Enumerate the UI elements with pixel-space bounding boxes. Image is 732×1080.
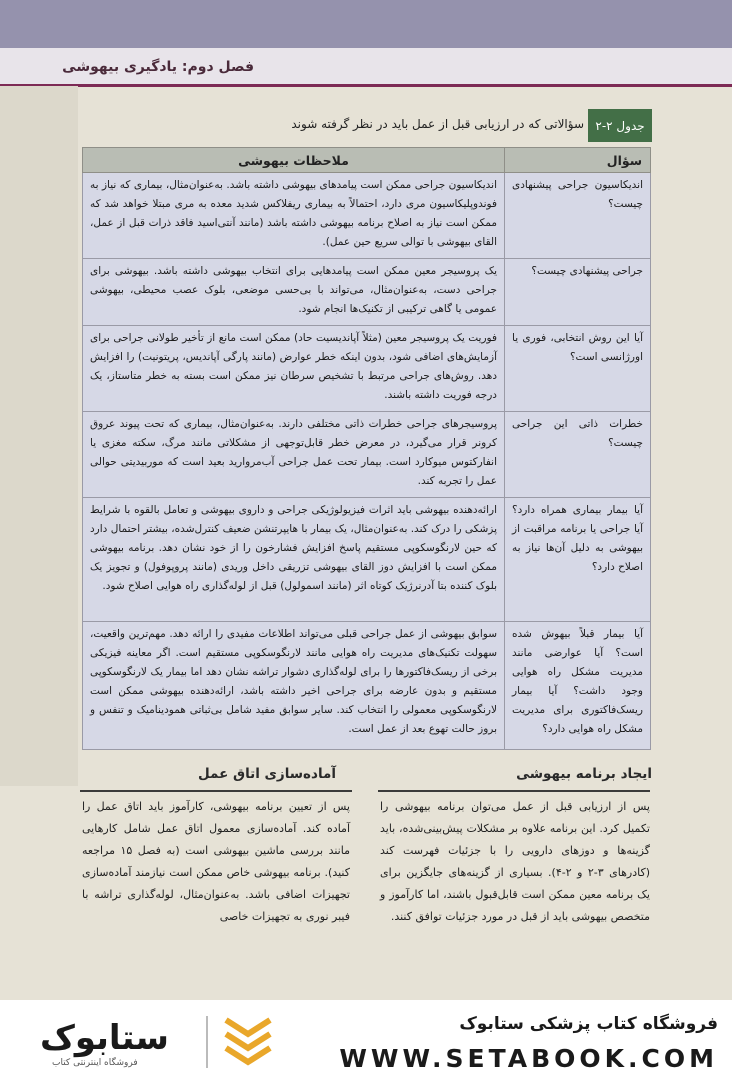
row-question: آیا این روش انتخابی، فوری یا اورژانسی است؟ (505, 326, 651, 412)
row-question: آیا بیمار قبلاً بیهوش شده است؟ آیا عوارضی مانند مدیریت مشکل راه هوایی وجود داشت؟ آیا بیمار ریسک‌فاکتوری برای مدیریت مشکل راه هوایی دارد؟ (505, 622, 651, 750)
row-question: جراحی پیشنهادی چیست؟ (505, 259, 651, 326)
row-notes: سوابق بیهوشی از عمل جراحی قبلی می‌تواند اطلاعات مفیدی را ارائه دهد. مهم‌ترین واقعیت، سهولت تکنیک‌های مدیریت راه هوایی مانند لارنگوسکوپی مستقیم است. اگر معاینه فیزیکی برخی از ریسک‌فاکتورها را برای لوله‌گذاری دشوار تراشه نشان دهد اما بیمار یک لارنگوسکوپی مستقیم و بدون عارضه برای جراحی اخیر داشته باشد، ارائه‌دهنده بیهوشی ممکن است لارنگوسکوپی معمولی را انتخاب کند. سایر سوابق مفید شامل بی‌ثباتی همودینامیک و تنفس و بروز حالت تهوع بعد از عمل است. (83, 622, 505, 750)
chevron-logo-icon (222, 1014, 274, 1070)
table-row (83, 173, 651, 259)
section-title-anesthesia-plan: ایجاد برنامه بیهوشی (516, 766, 652, 782)
table-caption: سؤالاتی که در ارزیابی قبل از عمل باید در نظر گرفته شوند (291, 117, 584, 131)
footer-divider (206, 1016, 208, 1068)
section-title-or-preparation: آماده‌سازی اتاق عمل (198, 766, 336, 782)
header-question: سؤال (505, 148, 651, 173)
store-url[interactable]: WWW.SETABOOK.COM (339, 1044, 718, 1073)
row-question: آیا بیمار بیماری همراه دارد؟ آیا جراحی یا برنامه مراقبت از بیهوشی به دلیل آن‌ها نیاز به اصلاح دارد؟ (505, 498, 651, 622)
table-header-row (83, 148, 651, 173)
considerations-table (82, 147, 651, 750)
store-logo: ستابوک (40, 1018, 169, 1058)
table-row (83, 498, 651, 622)
row-question: خطرات ذاتی این جراحی چیست؟ (505, 412, 651, 498)
table-label: جدول ۲-۲ (588, 109, 652, 142)
row-notes: فوریت یک پروسیجر معین (مثلاً آپاندیسیت حاد) ممکن است مانع از تأخیر طولانی جراحی برای آزمایش‌های اضافی شود، بدون اینکه خطر عوارض (مانند پارگی آپاندیس، پریتونیت) را افزایش دهد. روش‌های جراحی مرتبط با تشخیص سرطان نیز ممکن است بسته به خطر متاستاز، یک درجه فوریت داشته باشند. (83, 326, 505, 412)
row-notes: پروسیجرهای جراحی خطرات ذاتی مختلفی دارند. به‌عنوان‌مثال، بیماری که تحت پیوند عروق کرونر قرار می‌گیرد، در معرض خطر قابل‌توجهی از مشکلاتی مانند مرگ، سکته مغزی یا انفارکتوس میوکارد است. بیمار تحت عمل جراحی آب‌مروارید بعید است که موربیدیتی حوالی عمل را تجربه کند. (83, 412, 505, 498)
table-row (83, 412, 651, 498)
page-margin-strip (0, 86, 78, 786)
store-logo-subtitle: فروشگاه اینترنتی کتاب (52, 1058, 138, 1068)
row-notes: اندیکاسیون جراحی ممکن است پیامدهای بیهوشی داشته باشد. به‌عنوان‌مثال، بیماری که نیاز به فوندوپلیکاسیون مری دارد، احتمالاً به بیماری ریفلاکس شدید معده به مری مبتلا خواهد شد که ممکن است نیاز به اصلاح برنامه بیهوشی داشته باشد (مانند آنتی‌اسید فاقد ذرات قبل از عمل، القای بیهوشی با توالی سریع حین عمل). (83, 173, 505, 259)
table-row (83, 622, 651, 750)
chapter-title: فصل دوم: یادگیری بیهوشی (62, 59, 254, 75)
section-divider (378, 790, 650, 792)
table-row (83, 259, 651, 326)
section-text-anesthesia-plan: پس از ارزیابی قبل از عمل می‌توان برنامه بیهوشی را تکمیل کرد. این برنامه علاوه بر مشکلات پیش‌بینی‌شده، باید گزینه‌ها و دوزهای دارویی را با جزئیات فهرست کند (کادرهای ۳-۲ و ۲-۴). بسیاری از گزینه‌های جایگزین برای یک برنامه معین ممکن است قابل‌قبول باشند، اما کارآموز و متخصص بیهوشی باید از قبل در مورد جزئیات توافق کنند. (380, 800, 650, 923)
row-question: اندیکاسیون جراحی پیشنهادی چیست؟ (505, 173, 651, 259)
row-notes: یک پروسیجر معین ممکن است پیامدهایی برای انتخاب بیهوشی داشته باشد. بیهوشی برای جراحی دست، به‌عنوان‌مثال، می‌تواند با بی‌حسی موضعی، بلوک عصب محیطی، بیهوشی عمومی یا گاهی ترکیبی از تکنیک‌ها انجام شود. (83, 259, 505, 326)
row-notes: ارائه‌دهنده بیهوشی باید اثرات فیزیولوژیکی جراحی و داروی بیهوشی و تعامل بالقوه با شرایط پزشکی را درک کند. به‌عنوان‌مثال، یک بیمار با هایپرتنشن ضعیف کنترل‌شده، بیشتر احتمال دارد که حین لارنگوسکوپی مستقیم پاسخ افزایش فشارخون را از خود نشان دهد. برنامه بیهوشی ممکن است با افزایش دوز القای بیهوشی تزریقی داخل وریدی (مانند پروپوفول) و تجویز یک بلوک کننده بتا آدرنرژیک کوتاه اثر (مانند اسمولول) قبل از لوله‌گذاری راه هوایی اصلاح شود. (83, 498, 505, 622)
section-divider (80, 790, 352, 792)
store-name: فروشگاه کتاب پزشکی ستابوک (459, 1014, 718, 1034)
top-band (0, 0, 732, 48)
table-row (83, 326, 651, 412)
header-notes: ملاحظات بیهوشی (83, 148, 505, 173)
section-text-or-preparation: پس از تعیین برنامه بیهوشی، کارآموز باید اتاق عمل را آماده کند. آماده‌سازی معمول اتاق عمل شامل کارهایی مانند بررسی ماشین بیهوشی است (به فصل ۱۵ مراجعه کنید). برنامه بیهوشی خاص ممکن است نیازمند آماده‌سازی تجهیزات اضافی باشد. به‌عنوان‌مثال، لوله‌گذاری تراشه با فیبر نوری به تجهیزات خاصی (82, 800, 350, 923)
